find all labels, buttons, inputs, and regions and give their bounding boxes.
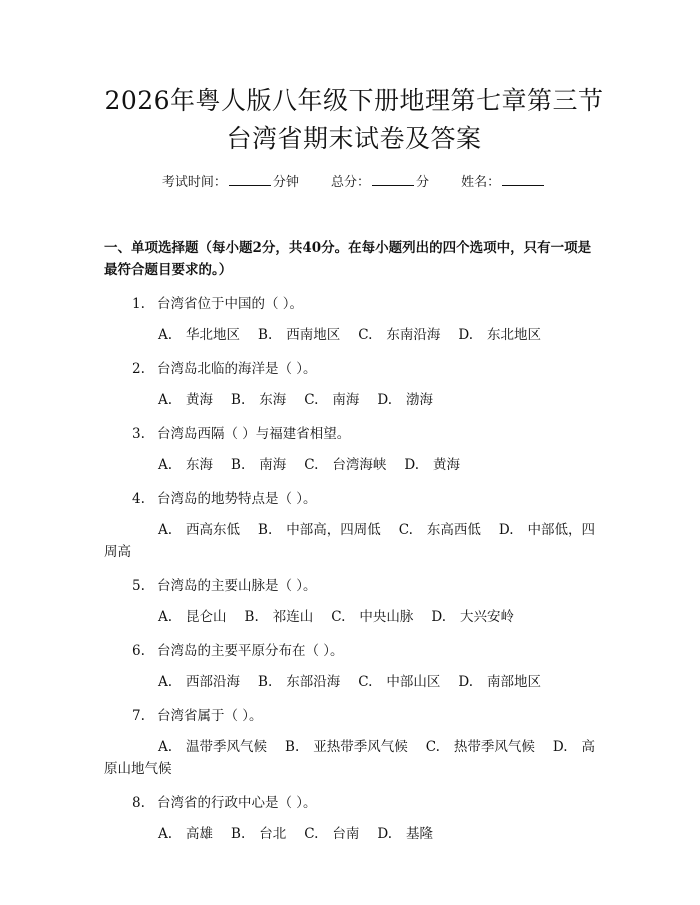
option-letter: D. [431,609,447,625]
question-number: 6. [132,643,145,659]
option-text: 高雄 [186,826,214,842]
option-a[interactable] [158,609,227,625]
option-c[interactable] [286,826,359,842]
option-letter: A. [158,826,173,842]
option-c[interactable] [408,739,535,755]
question-stem [104,575,604,597]
option-letter: D. [377,392,393,408]
option-text: 台南 [332,826,360,842]
option-text: 东南沿海 [386,327,441,343]
option-text: 高原山地气候 [104,739,596,777]
question-text: 台湾省的行政中心是（ ）。 [157,795,317,811]
option-a[interactable] [158,392,213,408]
option-letter: B. [231,826,246,842]
option-letter: C. [425,739,440,755]
option-text: 黄海 [186,392,214,408]
question-list [104,293,604,845]
option-text: 东北地区 [487,327,542,343]
option-text: 黄海 [433,457,461,473]
option-a[interactable] [158,826,213,842]
question-text: 台湾岛的主要平原分布在（ ）。 [157,643,344,659]
option-c[interactable] [286,392,359,408]
option-text: 东海 [259,392,287,408]
question-number: 5. [132,578,145,594]
question-stem [104,358,604,380]
time-label: 考试时间： [161,175,227,190]
exam-time [162,172,299,193]
question-item [104,792,604,845]
name-blank [502,172,544,186]
option-text: 台北 [259,826,287,842]
option-row [104,324,604,346]
option-d[interactable] [359,392,433,408]
option-b[interactable] [240,327,340,343]
question-item [104,705,604,780]
option-letter: B. [285,739,300,755]
option-d[interactable] [413,609,514,625]
option-letter: D. [377,826,393,842]
option-c[interactable] [313,609,413,625]
option-letter: B. [258,674,273,690]
option-letter: A. [158,674,173,690]
option-b[interactable] [213,392,286,408]
score-label: 总分： [330,175,370,190]
option-d[interactable] [359,826,433,842]
exam-title [104,0,604,158]
option-letter: C. [331,609,346,625]
option-row [104,519,604,563]
question-stem [104,792,604,814]
question-number: 2. [132,361,145,377]
option-text: 中部山区 [386,674,441,690]
option-text: 东部沿海 [286,674,341,690]
question-stem [104,488,604,510]
option-b[interactable] [213,457,286,473]
score-blank [372,172,414,186]
option-row [104,823,604,845]
option-d[interactable] [440,327,541,343]
question-item [104,488,604,563]
exam-score [331,172,429,193]
option-text: 东海 [186,457,214,473]
question-text: 台湾岛北临的海洋是（ ）。 [157,361,317,377]
option-text: 东高西低 [426,522,481,538]
question-number: 7. [132,708,145,724]
option-row [104,454,604,476]
option-letter: A. [158,392,173,408]
question-stem [104,705,604,727]
section-heading: 一、单项选择题（每小题2分，共40分。在每小题列出的四个选项中，只有一项是最符合题目要求的。） [104,240,592,278]
option-row [104,389,604,411]
option-letter: B. [231,392,246,408]
option-letter: B. [244,609,259,625]
option-text: 南海 [332,392,360,408]
option-text: 中部高，四周低 [286,522,381,538]
option-letter: C. [304,457,319,473]
option-letter: A. [158,739,173,755]
option-letter: C. [304,826,319,842]
student-name [461,172,546,193]
option-b[interactable] [240,674,340,690]
option-text: 西南地区 [286,327,341,343]
option-letter: A. [158,522,173,538]
option-c[interactable] [286,457,386,473]
question-item [104,358,604,411]
question-number: 4. [132,491,145,507]
option-b[interactable] [227,609,314,625]
option-b[interactable] [240,522,381,538]
option-text: 南海 [259,457,287,473]
question-text: 台湾省位于中国的（ ）。 [157,296,304,312]
question-number: 1. [132,296,145,312]
question-item [104,293,604,346]
title-line-2: 台湾省期末试卷及答案 [226,124,482,153]
option-b[interactable] [267,739,408,755]
option-letter: C. [358,327,373,343]
option-a[interactable] [158,739,267,755]
option-text: 昆仑山 [186,609,227,625]
option-c[interactable] [340,327,440,343]
question-text: 台湾岛的地势特点是（ ）。 [157,491,317,507]
option-row [104,671,604,693]
question-item [104,575,604,628]
question-number: 8. [132,795,145,811]
question-text: 台湾岛的主要山脉是（ ）。 [157,578,317,594]
option-text: 西高东低 [186,522,241,538]
option-text: 台湾海峡 [332,457,387,473]
exam-meta [104,172,604,193]
option-text: 华北地区 [186,327,241,343]
option-text: 大兴安岭 [460,609,515,625]
option-text: 基隆 [406,826,434,842]
option-letter: D. [458,674,474,690]
question-text: 台湾省属于（ ）。 [157,708,263,724]
question-stem [104,423,604,445]
option-letter: C. [304,392,319,408]
option-row [104,736,604,780]
option-text: 温带季风气候 [186,739,268,755]
question-stem [104,293,604,315]
option-letter: C. [398,522,413,538]
option-a[interactable] [158,674,240,690]
option-letter: D. [404,457,420,473]
option-letter: D. [458,327,474,343]
score-unit: 分 [416,175,430,190]
option-row [104,606,604,628]
question-stem [104,640,604,662]
option-text: 亚热带季风气候 [313,739,408,755]
option-c[interactable] [381,522,481,538]
option-letter: A. [158,609,173,625]
question-text: 台湾岛西隔（ ）与福建省相望。 [157,426,351,442]
title-line-1: 2026年粤人版八年级下册地理第七章第三节 [104,86,604,115]
name-label: 姓名： [461,175,501,190]
option-text: 中央山脉 [359,609,414,625]
option-letter: B. [231,457,246,473]
option-text: 南部地区 [487,674,542,690]
option-letter: B. [258,522,273,538]
option-letter: B. [258,327,273,343]
option-letter: D. [498,522,514,538]
option-b[interactable] [213,826,286,842]
option-d[interactable] [440,674,541,690]
option-text: 热带季风气候 [453,739,535,755]
time-unit: 分钟 [272,175,299,190]
question-number: 3. [132,426,145,442]
option-text: 西部沿海 [186,674,241,690]
option-text: 渤海 [406,392,434,408]
option-letter: D. [552,739,568,755]
option-a[interactable] [158,522,240,538]
option-letter: C. [358,674,373,690]
option-letter: A. [158,457,173,473]
option-a[interactable] [158,327,240,343]
option-a[interactable] [158,457,213,473]
option-c[interactable] [340,674,440,690]
time-blank [229,172,271,186]
option-text: 中部低，四周高 [104,522,596,560]
question-item [104,640,604,693]
option-d[interactable] [386,457,460,473]
option-letter: A. [158,327,173,343]
option-text: 祁连山 [272,609,314,625]
question-item [104,423,604,476]
